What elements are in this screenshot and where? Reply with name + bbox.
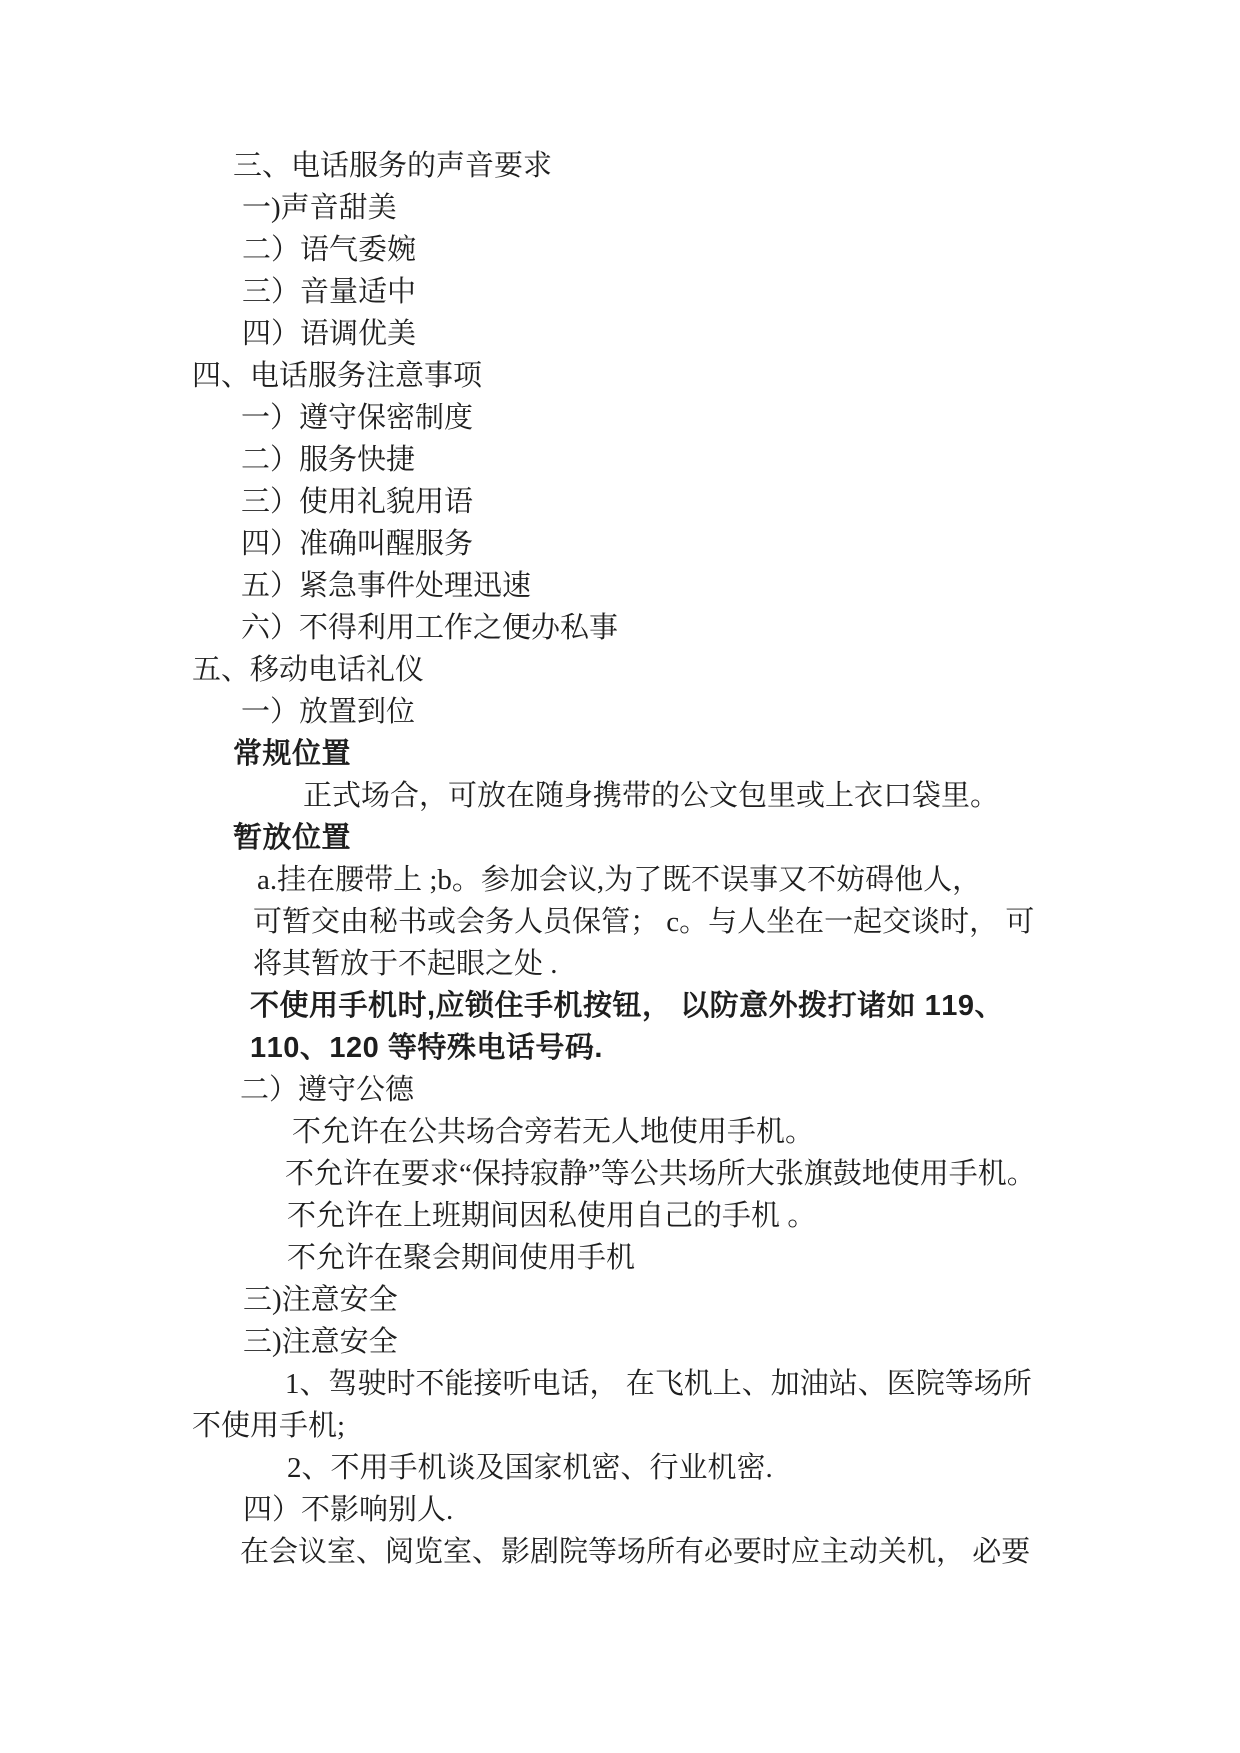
text-line: 二）服务快捷 — [241, 444, 416, 476]
text-line: 不使用手机时,应锁住手机按钮， 以防意外拨打诸如 119、 — [250, 990, 1005, 1022]
text-line: 110、120 等特殊电话号码. — [250, 1032, 603, 1064]
text-line: 一）遵守保密制度 — [241, 402, 474, 434]
text-line: 可暂交由秘书或会务人员保管； c。与人坐在一起交谈时， 可 — [253, 906, 1035, 938]
text-line: 不允许在聚会期间使用手机 — [287, 1242, 636, 1274]
text-line: 三)注意安全 — [243, 1284, 398, 1316]
text-line: 五、移动电话礼仪 — [192, 654, 425, 686]
text-line: 不使用手机; — [192, 1410, 346, 1442]
document-body — [192, 145, 1112, 1573]
text-line: 不允许在上班期间因私使用自己的手机 。 — [287, 1200, 817, 1232]
text-line: 二）遵守公德 — [240, 1074, 415, 1106]
text-line: 六）不得利用工作之便办私事 — [241, 612, 619, 644]
text-line: 2、不用手机谈及国家机密、行业机密. — [287, 1452, 773, 1484]
text-line: 一)声音甜美 — [242, 192, 397, 224]
text-line: 将其暂放于不起眼之处 . — [253, 948, 558, 980]
text-line: 四、电话服务注意事项 — [192, 360, 483, 392]
text-line: 常规位置 — [233, 738, 352, 770]
text-line: 三）使用礼貌用语 — [241, 486, 474, 518]
text-line: 三、电话服务的声音要求 — [233, 150, 553, 182]
text-line: 四）不影响别人. — [243, 1494, 454, 1526]
text-line: 二）语气委婉 — [242, 234, 417, 266]
text-line: 三)注意安全 — [243, 1326, 398, 1358]
text-line: 一）放置到位 — [241, 696, 416, 728]
text-line: 三）音量适中 — [242, 276, 417, 308]
text-line: 暂放位置 — [233, 822, 352, 854]
text-line: 不允许在公共场合旁若无人地使用手机。 — [292, 1116, 815, 1148]
text-line: 正式场合，可放在随身携带的公文包里或上衣口袋里。 — [303, 780, 1000, 812]
text-line: 不允许在要求“保持寂静”等公共场所大张旗鼓地使用手机。 — [285, 1158, 1036, 1190]
text-line: 四）准确叫醒服务 — [241, 528, 474, 560]
text-line: 1、驾驶时不能接听电话， 在飞机上、加油站、医院等场所 — [285, 1368, 1032, 1400]
text-line: 五）紧急事件处理迅速 — [241, 570, 532, 602]
text-line: a.挂在腰带上 ;b。参加会议,为了既不误事又不妨碍他人， — [257, 864, 982, 896]
text-line: 在会议室、阅览室、影剧院等场所有必要时应主动关机， 必要 — [240, 1536, 1031, 1568]
text-line: 四）语调优美 — [242, 318, 417, 350]
